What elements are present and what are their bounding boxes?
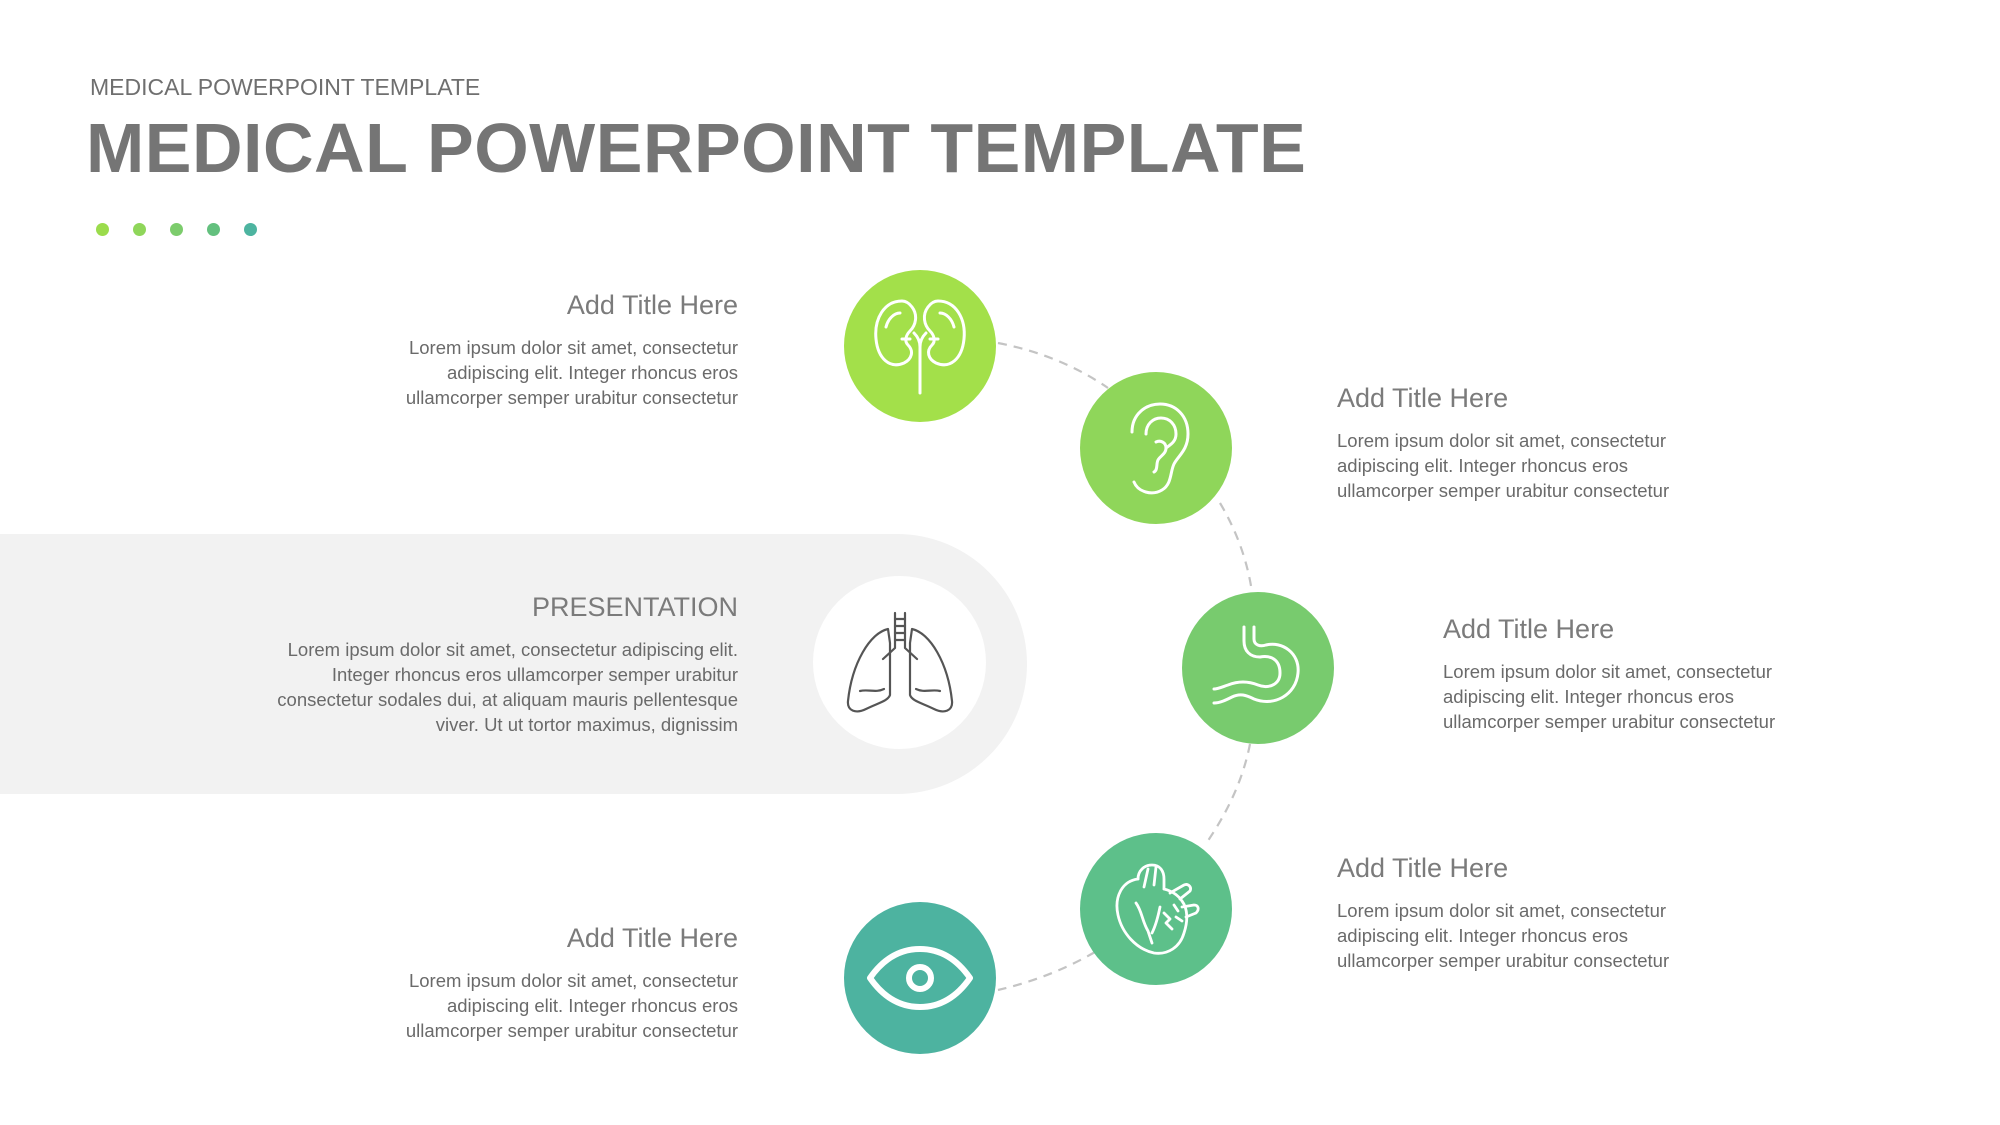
heart-icon <box>1108 859 1204 959</box>
block-title: Add Title Here <box>1337 853 1509 883</box>
text-block-stomach <box>1443 614 1983 734</box>
text-block-eye <box>198 923 738 1043</box>
block-body: Lorem ipsum dolor sit amet, consectetur adipiscing elit. Integer rhoncus eros ullamcorper semper urabitur consectetur <box>405 337 738 408</box>
eye-icon <box>864 943 976 1013</box>
slide-title: MEDICAL POWERPOINT TEMPLATE <box>86 109 1307 187</box>
block-title: Add Title Here <box>566 923 738 953</box>
text-block-heart <box>1337 853 1877 973</box>
presentation-title: PRESENTATION <box>531 592 738 622</box>
presentation-body: Lorem ipsum dolor sit amet, consectetur adipiscing elit. Integer rhoncus eros ullamcorper semper urabitur consectetur sodales dui, at aliquam mauris pellentesque viver. Ut ut tortor maximus, dignissim <box>277 639 738 735</box>
heart-node <box>1080 833 1232 985</box>
kidneys-icon <box>872 293 968 399</box>
ear-node <box>1080 372 1232 524</box>
block-body: Lorem ipsum dolor sit amet, consectetur adipiscing elit. Integer rhoncus eros ullamcorper semper urabitur consectetur <box>1443 661 1776 732</box>
stomach-node <box>1182 592 1334 744</box>
text-block-kidneys <box>198 290 738 410</box>
center-icon-circle <box>813 576 986 749</box>
block-body: Lorem ipsum dolor sit amet, consectetur adipiscing elit. Integer rhoncus eros ullamcorper semper urabitur consectetur <box>1337 900 1670 971</box>
text-block-ear <box>1337 383 1877 503</box>
block-title: Add Title Here <box>1337 383 1509 413</box>
block-body: Lorem ipsum dolor sit amet, consectetur adipiscing elit. Integer rhoncus eros ullamcorper semper urabitur consectetur <box>405 970 738 1041</box>
lungs-icon <box>840 603 960 723</box>
eye-node <box>844 902 996 1054</box>
block-body: Lorem ipsum dolor sit amet, consectetur adipiscing elit. Integer rhoncus eros ullamcorper semper urabitur consectetur <box>1337 430 1670 501</box>
slide-subtitle: MEDICAL POWERPOINT TEMPLATE <box>90 74 481 100</box>
kidneys-node <box>844 270 996 422</box>
block-title: Add Title Here <box>566 290 738 320</box>
text-block-presentation <box>238 592 738 737</box>
stomach-icon <box>1208 623 1308 713</box>
ear-icon <box>1116 398 1196 498</box>
block-title: Add Title Here <box>1443 614 1615 644</box>
